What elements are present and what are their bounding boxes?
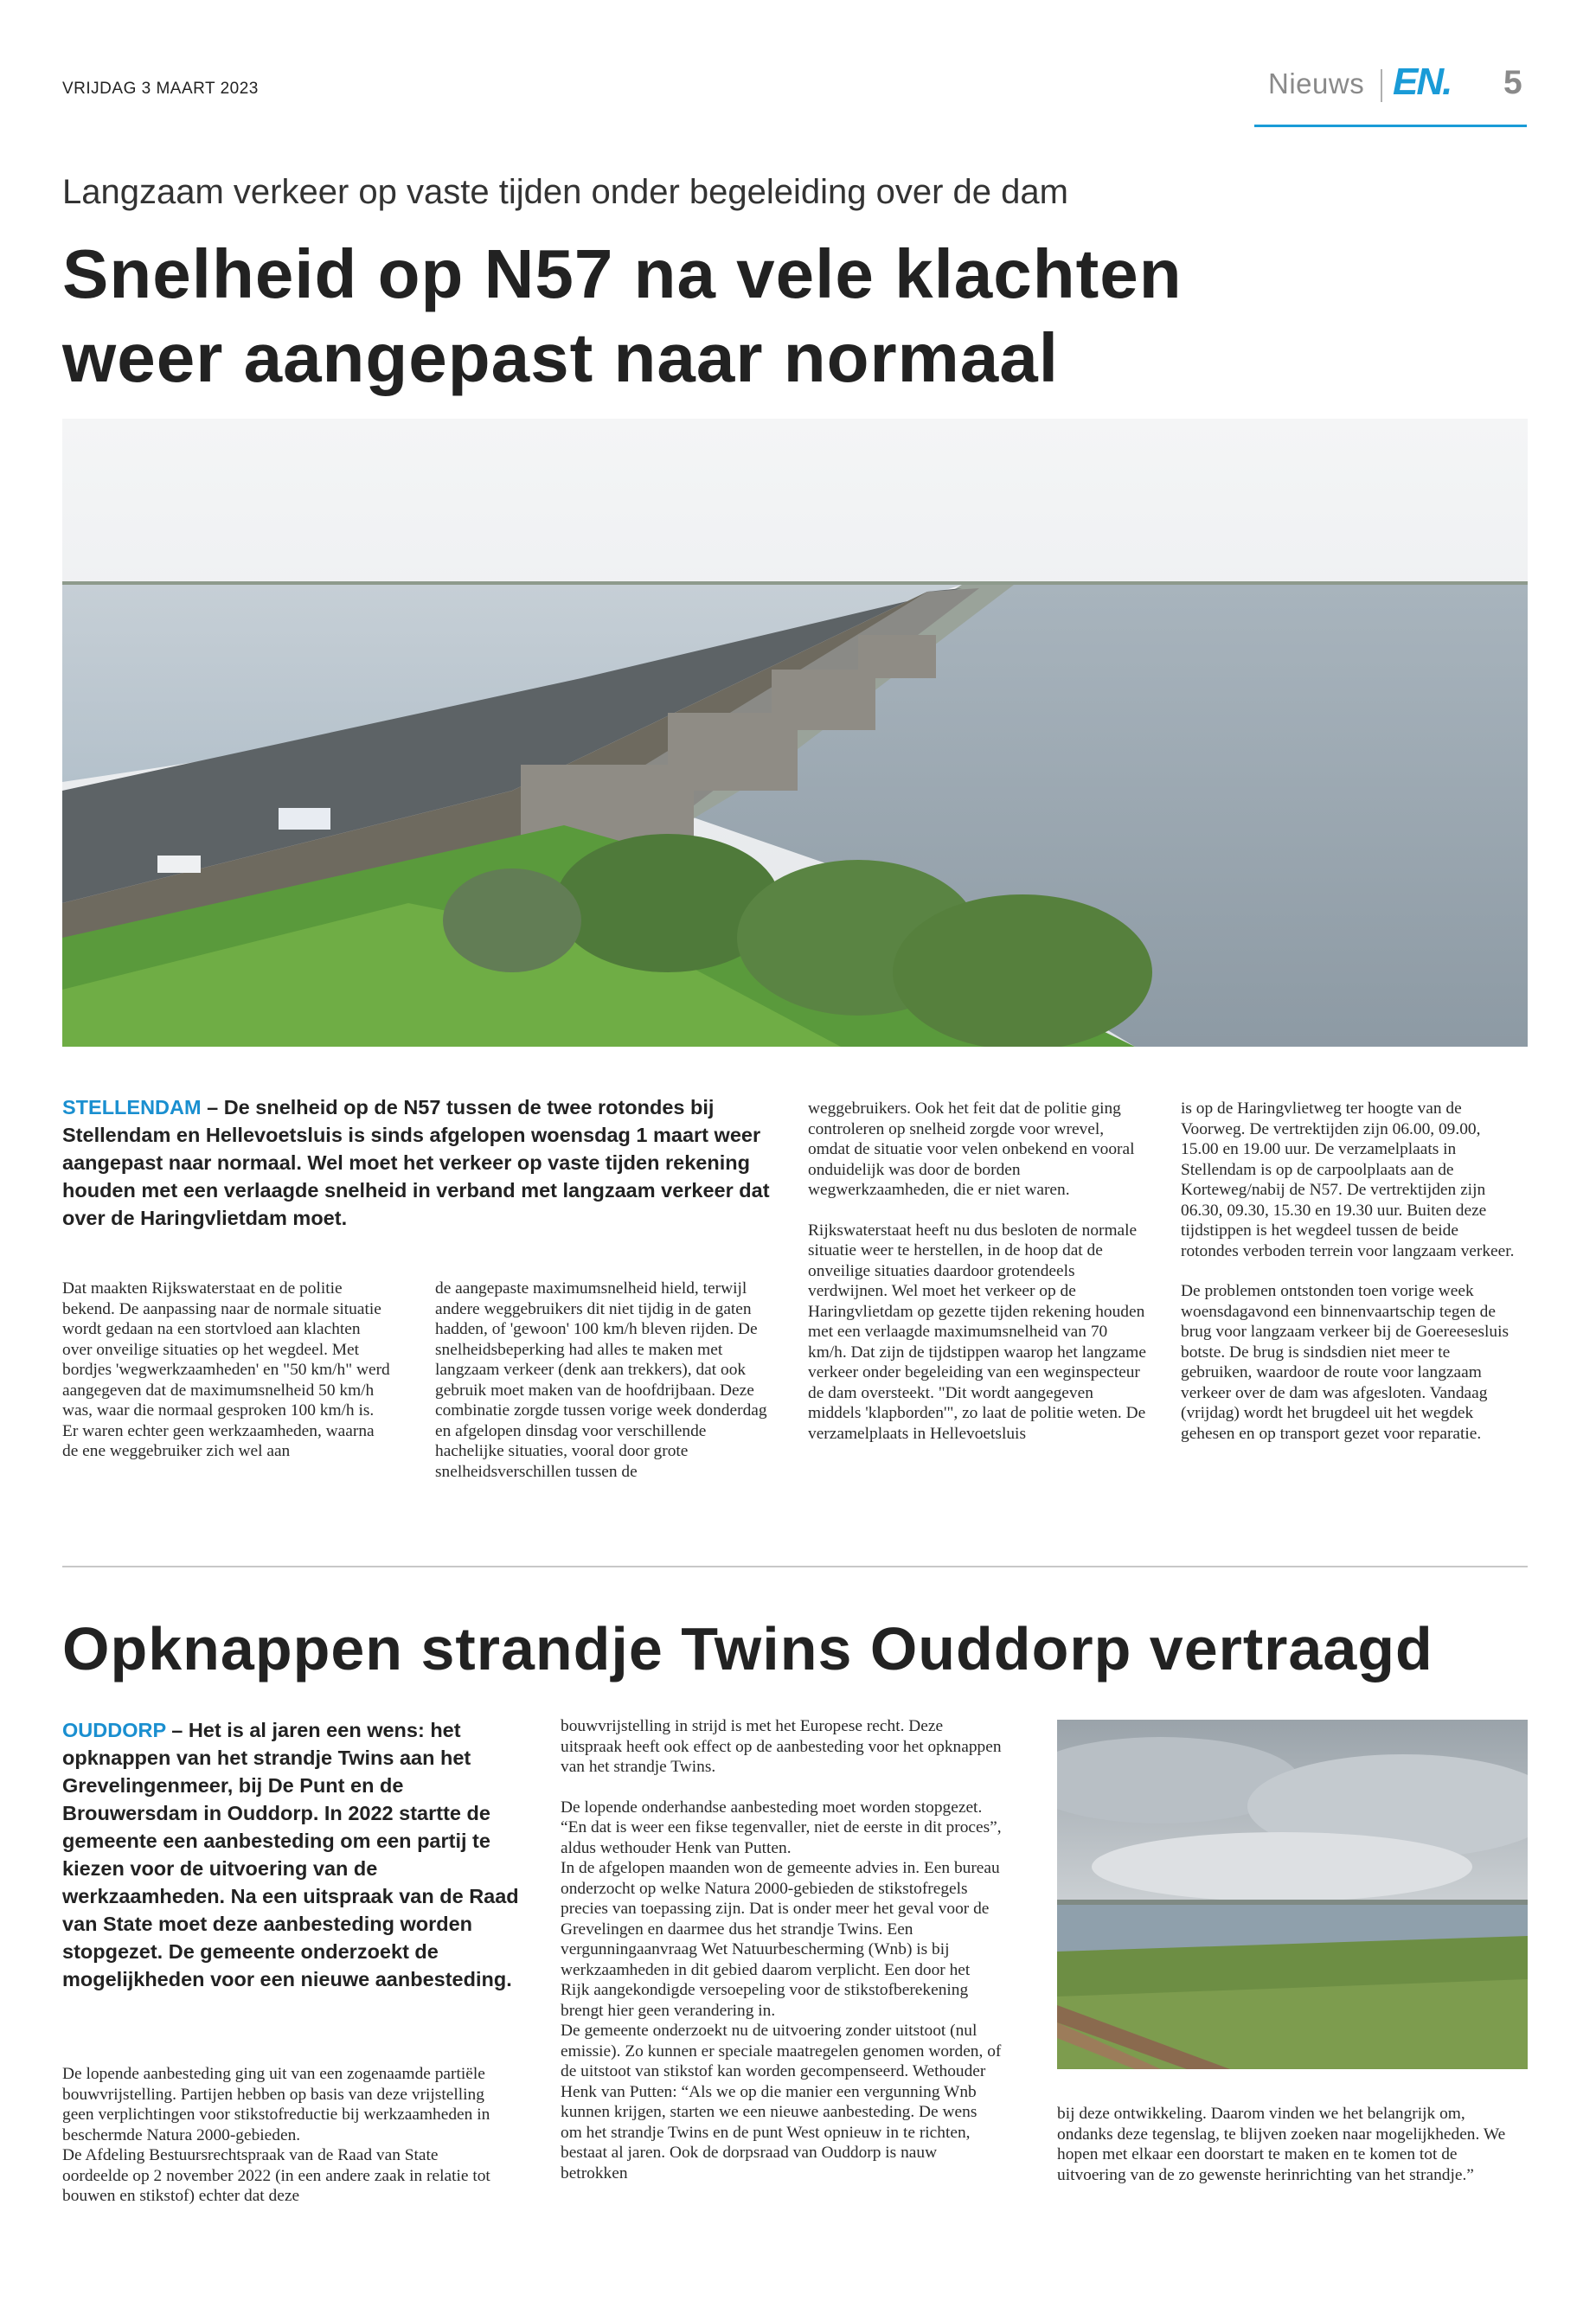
article2-column-3 xyxy=(1057,2104,1507,2205)
article1-lead xyxy=(62,1093,772,1232)
article2-paragraph: De lopende onderhandse aanbesteding moet worden stopgezet. “En dat is weer een fikse tegenvaller, niet de eerste in dit proces”, aldus wethouder Henk van Putten. xyxy=(561,1798,1002,1857)
article2-paragraph: De lopende aanbesteding ging uit van een zogenaamde partiële bouwvrijstelling. Partijen hebben op basis van deze vrijstelling geen verplichtingen voor stikstofreductie bij werkzaamheden in beschermde Natura 2000-gebieden. xyxy=(62,2065,490,2144)
article1-column-3 xyxy=(808,1099,1147,1464)
article1-paragraph: Rijkswaterstaat heeft nu dus besloten de normale situatie weer te herstellen, in de hoop dat de onveilige situaties daardoor grotendeels verdwijnen. Wel moet het verkeer op de Haringvlietdam op gezette tijden rekening houden met een verlaagde maximumsnelheid van 70 km/h. Dat zijn de tijdstippen waarop het langzame verkeer onder begeleiding van een weginspecteur de dam oversteekt. "Dit wordt aangegeven middels 'klapborden'", zo laat de politie weten. De verzamelplaats in Hellevoetsluis xyxy=(808,1221,1146,1443)
article1-column-1 xyxy=(62,1279,391,1482)
section-label: Nieuws xyxy=(1268,67,1365,99)
publication-logo: EN. xyxy=(1393,61,1452,103)
article1-paragraph: is op de Haringvlietweg ter hoogte van de Voorweg. De vertrektijden zijn 06.00, 09.00, 15.00 en 19.00 uur. De verzamelplaats in Stellendam is op de carpoolplaats aan de Korteweg/nabij de N57. De vertrektijden zijn 06.30, 09.30, 15.30 en 19.30 uur. Buiten deze tijdstippen is het wegdeel tussen de beide rotondes verboden terrein voor langzaam verkeer. xyxy=(1181,1099,1515,1260)
article1-dateline: STELLENDAM xyxy=(62,1096,202,1118)
article1-column-2 xyxy=(435,1279,772,1502)
page-number: 5 xyxy=(1503,64,1522,101)
article2-dateline: OUDDORP xyxy=(62,1719,166,1741)
header-separator xyxy=(1381,69,1382,102)
article1-paragraph: Dat maakten Rijkswaterstaat en de politie bekend. De aanpassing naar de normale situatie wordt gedaan na een stortvloed aan klachten over onveilige situaties op het wegdeel. Met bordjes 'wegwerkzaamheden' en "50 km/h" werd aangegeven dat de maximumsnelheid 50 km/h was, waar die normaal gesproken 100 km/h is. xyxy=(62,1279,390,1420)
article2-lead xyxy=(62,1716,529,1993)
article2-paragraph: In de afgelopen maanden won de gemeente advies in. Een bureau onderzocht op welke Natura 2000-gebieden de stikstofregels precies van toepassing zijn. Dat is onder meer het geval voor de Grevelingen en daarmee dus het strandje Twins. Een vergunningaanvraag Wet Natuurbescherming (Wnb) is bij werkzaamheden in dit gebied daarom verplicht. Een door het Rijk aangekondigde versoepeling voor de stikstofberekening brengt hier geen verandering in. xyxy=(561,1859,1000,2020)
article2-lead-text: – Het is al jaren een wens: het opknappen van het strandje Twins aan het Grevelingenmeer, bij De Punt en de Brouwersdam in Ouddorp. In 2022 startte de gemeente een aanbesteding om een partij te kiezen voor de uitvoering van de werkzaamheden. Na een uitspraak van de Raad van State moet deze aanbesteding worden stopgezet. De gemeente onderzoekt de mogelijkheden voor een nieuwe aanbesteding. xyxy=(62,1719,519,1990)
article2-column-2 xyxy=(561,1716,1002,2203)
article2-paragraph: bij deze ontwikkeling. Daarom vinden we het belangrijk om, ondanks deze tegenslag, te blijven zoeken naar mogelijkheden. We hopen met elkaar een doorstart te maken en te komen tot de uitvoering van de zo gewenste herinrichting van het strandje.” xyxy=(1057,2105,1506,2184)
article1-paragraph: Er waren echter geen werkzaamheden, waarna de ene weggebruiker zich wel aan xyxy=(62,1421,375,1460)
article2-headline: Opknappen strandje Twins Ouddorp vertraagd xyxy=(62,1615,1433,1682)
article2-paragraph: De Afdeling Bestuursrechtspraak van de Raad van State oordeelde op 2 november 2022 (in een andere zaak in relatie tot bouwen en stikstof) echter dat deze xyxy=(62,2146,490,2205)
article1-paragraph: weggebruikers. Ook het feit dat de politie ging controleren op snelheid zorgde voor wrevel, omdat de situatie voor velen onbekend en vooral onduidelijk was door de borden wegwerkzaamheden, die er niet waren. xyxy=(808,1099,1135,1199)
header-rule xyxy=(1254,125,1527,127)
dam-aerial-photo xyxy=(62,419,1528,1047)
article1-paragraph: de aangepaste maximumsnelheid hield, terwijl andere weggebruikers dit niet tijdig in de gaten hadden, of 'gewoon' 100 km/h bleven rijden. De snelheidsbeperking had alles te maken met langzaam verkeer (denk aan trekkers), dat ook gebruik moet maken van de hoofdrijbaan. Deze combinatie zorgde tussen vorige week donderdag en afgelopen dinsdag voor verschillende hachelijke situaties, vooral door grote snelheidsverschillen tussen de xyxy=(435,1279,767,1481)
article2-paragraph: De gemeente onderzoekt nu de uitvoering zonder uitstoot (nul emissie). Zo kunnen er speciale maatregelen genomen worden, of de uitstoot van stikstof kan worden gecompenseerd. Wethouder Henk van Putten: “Als we op die manier een vergunning Wnb kunnen krijgen, starten we een nieuwe aanbesteding. De wens om het strandje Twins en de punt West opnieuw in te richten, bestaat al jaren. Ook de dorpsraad van Ouddorp is nauw betrokken xyxy=(561,2022,1002,2182)
article2-column-1 xyxy=(62,2064,503,2227)
article1-column-4 xyxy=(1181,1099,1518,1464)
article1-lead-text: – De snelheid op de N57 tussen de twee rotondes bij Stellendam en Hellevoetsluis is sinds afgelopen woensdag 1 maart weer aangepast naar normaal. Wel moet het verkeer op vaste tijden rekening houden met een verlaagde snelheid in verband met langzaam verkeer dat over de Haringvlietdam moet. xyxy=(62,1096,770,1229)
article-divider xyxy=(62,1566,1528,1567)
issue-date: VRIJDAG 3 MAART 2023 xyxy=(62,80,259,98)
article1-paragraph: De problemen ontstonden toen vorige week woensdagavond een binnenvaartschip tegen de brug voor langzaam verkeer bij de Goereesesluis botste. De brug is sindsdien niet meer te gebruiken, waardoor de route voor langzaam verkeer over de dam was afgesloten. Vandaag (vrijdag) wordt het brugdeel uit het wegdek gehesen en op transport gezet voor reparatie. xyxy=(1181,1282,1509,1443)
article1-headline-line2: weer aangepast naar normaal xyxy=(62,319,1059,396)
beach-lake-photo xyxy=(1057,1720,1528,2069)
article1-kicker: Langzaam verkeer op vaste tijden onder begeleiding over de dam xyxy=(62,173,1068,211)
article1-headline-line1: Snelheid op N57 na vele klachten xyxy=(62,235,1183,312)
article2-paragraph: bouwvrijstelling in strijd is met het Europese recht. Deze uitspraak heeft ook effect op de aanbesteding voor het opknappen van het strandje Twins. xyxy=(561,1717,1002,1776)
article1-headline xyxy=(62,232,1464,400)
